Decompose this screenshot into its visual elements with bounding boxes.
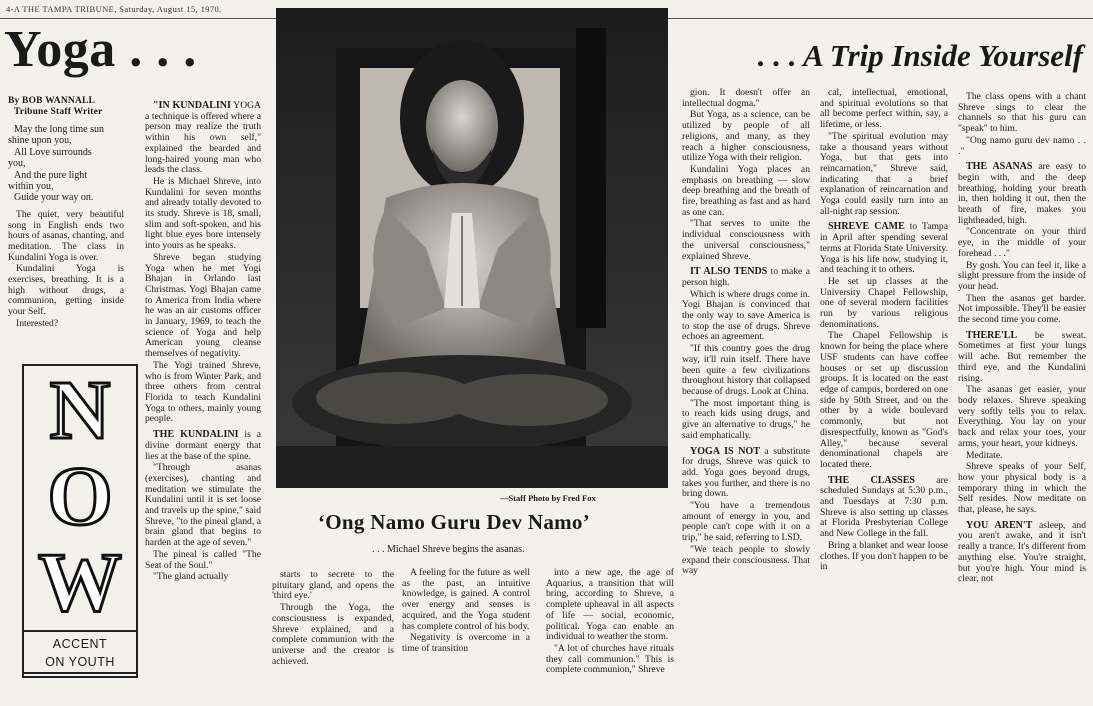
poem-line: All Love surrounds [14, 146, 92, 158]
subhead: THE KUNDALINI [153, 429, 239, 441]
paragraph-text: The asanas get easier, your body relaxes. Shreve speaking very softly tells you to relax. Everything. You lay on your back and relax your toes, your arms, your heart, your kidneys. [958, 384, 1086, 449]
paragraph-text: The pineal is called "The Seat of the Soul." [145, 548, 261, 571]
paragraph-text: to Tampa in April after spending several terms at Florida State University. Yoga is his life now, studying it, and teaching it to others. [820, 221, 948, 276]
paragraph: The quiet, very beautiful song in English ends two hours of asanas, chanting, and meditation. The class in Kundalini Yoga is over. [8, 208, 124, 263]
paragraph-text: He is Michael Shreve, into Kundalini for seven months and already totally devoted to its study. Shreve is 18, small, slim and soft-spoken, and his light blue eyes bore intensely into yours as he speaks. [145, 175, 261, 252]
paragraph [820, 132, 948, 218]
column-1 [8, 96, 124, 331]
accent-line-1: ACCENT [52, 637, 108, 651]
column-6 [682, 88, 810, 704]
paragraph [820, 476, 948, 540]
paragraph [682, 447, 810, 501]
paragraph-text: "You have a tremendous amount of energy in you, and people can't cope with it on a trip," he said, referring to LSD. [682, 500, 810, 544]
poem-line: shine upon you, [8, 135, 72, 147]
paragraph-text: "If this country goes the drug way, it'll ruin itself. There have been quite a few civilizations throughout history that collapsed because of drugs. Look at China. [682, 343, 810, 397]
paragraph-text: But Yoga, as a science, can be utilized by people of all religions, and many, as they reach a higher consciousness, utilize Yoga with their religion. [682, 109, 810, 164]
now-letter: N [49, 364, 111, 457]
paragraph [958, 462, 1086, 516]
paragraph-text: "Through asanas (exercises), chanting and meditation we stimulate the Kundalini until it is set loose and travels up the spine," said Shreve, "to the pineal gland, a brain gland that begins to harden at the age of seven." [145, 462, 261, 549]
paragraph: Interested? [16, 317, 59, 329]
paragraph [682, 501, 810, 544]
paragraph [958, 227, 1086, 259]
paragraph-text: is a divine dormant energy that lies at the base of the spine. [145, 429, 261, 462]
byline-role: Tribune Staff Writer [14, 107, 103, 117]
subhead: THE ASANAS [966, 161, 1033, 173]
paragraph: Through the Yoga, the consciousness is expanded, Shreve explained, and a complete communion with the universe and the creator is achieved. [272, 602, 394, 667]
paragraph-text: are scheduled Sundays at 5:30 p.m., and Tuesdays at 7:30 p.m. Shreve is also setting up classes at Florida Presbyterian College and New College in the fall. [820, 474, 948, 540]
paragraph [682, 110, 810, 164]
subhead: YOU AREN'T [966, 519, 1033, 531]
paragraph [958, 521, 1086, 585]
paragraph: A feeling for the future as well as the past, an intuitive knowledge, is gained. A control over energy and senses is acquired, and the Yoga student has complete control of his body. [402, 567, 530, 632]
column-5 [546, 568, 674, 702]
paragraph [820, 88, 948, 131]
paragraph-text: Kundalini Yoga places an emphasis on breathing — slow deep breathing and the breath of fire, breathing as fast and as hard as one can. [682, 163, 810, 218]
byline-name: By BOB WANNALL [8, 96, 96, 106]
paragraph [682, 545, 810, 577]
paragraph [145, 430, 261, 462]
paragraph: Negativity is overcome in a time of transition [402, 632, 530, 654]
meditating-man-photo [276, 8, 668, 488]
paragraph-text: are easy to begin with, and the deep breathing, holding your breath in, then holding it out, then the breath of fire, makes you lightheaded, high. [958, 161, 1086, 226]
accent-line-2: ON YOUTH [45, 655, 115, 669]
paragraph [820, 541, 948, 573]
page-folio: 4-A THE TAMPA TRIBUNE, Saturday, August 15, 1970. [6, 4, 222, 14]
paragraph-text: asleep, and you aren't awake, and it isn't really a trance. It's different from anything else. You're straight, but you're high. Your mind is clear, not [958, 519, 1086, 585]
poem-line: within you, [8, 181, 54, 193]
subhead: YOGA IS NOT [690, 445, 760, 457]
paragraph [682, 267, 810, 288]
paragraph [145, 463, 261, 549]
paragraph-text: "Concentrate on your third eye, in the middle of your forehead . . ." [958, 226, 1086, 259]
caption-title: ‘Ong Namo Guru Dev Namo’ [318, 510, 591, 534]
paragraph-text: "Ong namo guru dev namo . . ." [958, 134, 1086, 157]
paragraph-text: The Chapel Fellowship is known for being the place where USF students can have coffee houses or set up discussion groups. It is located on the east edge of campus, bordered on one side by 50th Street, and on the other by a wide boulevard commonly, but not disrespectfully, known as "God's Alley," because several denominational chapels are located there. [820, 330, 948, 470]
paragraph-text: to make a person high. [682, 266, 810, 288]
paragraph-text: YOGA a technique is offered where a person may realize the truth within his own self," explained the bearded and long-haired young man who leads the class. [145, 100, 261, 176]
paragraph-text: "We teach people to slowly expand their consciousness. That way [682, 543, 810, 577]
paragraph [145, 253, 261, 360]
subhead: THERE'LL [966, 329, 1018, 341]
column-4 [402, 568, 530, 656]
paragraph-text: Then the asanas get harder. Not impossible. They'll be easier the second time you come. [958, 292, 1086, 326]
paragraph-text: By gosh. You can feel it, like a slight pressure from the inside of your head. [958, 259, 1086, 292]
paragraph-text: gion. It doesn't offer an intellectual dogma." [682, 88, 810, 109]
paragraph [958, 331, 1086, 385]
poem-line: And the pure light [14, 169, 88, 181]
accent-on-youth-box [22, 630, 138, 674]
column-3 [272, 570, 394, 668]
paragraph-text: cal, intellectual, emotional, and spiritual evolutions so that all become perfect within, say, a lifetime, or less. [820, 88, 948, 131]
paragraph [145, 572, 261, 583]
paragraph [682, 165, 810, 219]
paragraph [958, 92, 1086, 135]
paragraph: into a new age, the age of Aquarius, a transition that will bring, according to Shreve, a complete upheaval in all aspects of life — social, economic, political. Yoga can enable an individual to weather the storm. [546, 568, 674, 643]
paragraph-text: Bring a blanket and wear loose clothes. If you don't happen to be in [820, 539, 948, 573]
poem-line: May the long time sun [14, 124, 104, 135]
paragraph [145, 177, 261, 252]
paragraph [682, 88, 810, 109]
paragraph: "A lot of churches have rituals they call communion." This is complete communion," Shreve [546, 642, 674, 676]
paragraph [145, 550, 261, 571]
subhead: IT ALSO TENDS [690, 266, 768, 278]
paragraph-text: be sweat. Sometimes at first your lungs will ache. But remember the third eye, and the Kundalini rising. [958, 329, 1086, 384]
paragraph-text: He set up classes at the University Chapel Fellowship, one of several modern facilities run by various religious denominations. [820, 275, 948, 330]
paragraph [820, 277, 948, 331]
paragraph-text: "The spiritual evolution may take a thousand years without Yoga, but that gets into reincarnation," Shreve said, indicating that a brief explanation of reincarnation and Yoga could easily turn into an all-night rap session. [820, 130, 948, 217]
paragraph-text: Which is where drugs come in. Yogi Bhajan is convinced that the only way to save America is to stop the use of drugs. Shreve echoes an agreement. [682, 288, 810, 343]
poem [8, 124, 124, 204]
paragraph [958, 294, 1086, 326]
paragraph: starts to secrete to the pituitary gland, and opens the 'third eye.' [272, 569, 394, 602]
paragraph [958, 385, 1086, 449]
now-letter: O [47, 450, 113, 543]
subhead: "IN KUNDALINI [153, 100, 231, 111]
paragraph-text: "That serves to unite the individual consciousness with the universal consciousness," explained Shreve. [682, 218, 810, 262]
photo-credit: —Staff Photo by Fred Fox [500, 493, 596, 503]
paragraph [682, 219, 810, 262]
poem-line: you, [8, 158, 26, 170]
paragraph [682, 290, 810, 344]
byline [8, 96, 124, 118]
subhead: THE CLASSES [828, 474, 915, 486]
paragraph-text: a substitute for drugs, Shreve was quick to add. Yoga goes beyond drugs, takes you further, and there is no bring down. [682, 445, 810, 500]
paragraph: Kundalini Yoga is exercises, breathing. It is a high without drugs, a communion, getting inside your Self. [8, 263, 124, 318]
paragraph [958, 136, 1086, 157]
now-letter: W [38, 536, 122, 629]
paragraph [820, 222, 948, 276]
paragraph [145, 101, 261, 176]
paragraph-text: "The gland actually [153, 571, 229, 583]
caption-subtitle: . . . Michael Shreve begins the asanas. [372, 544, 525, 555]
headline-right: . . . A Trip Inside Yourself [757, 38, 1083, 73]
subhead: SHREVE CAME [828, 221, 905, 233]
paragraph [958, 261, 1086, 293]
poem-line: Guide your way on. [14, 192, 94, 204]
paragraph-text: Shreve began studying Yoga when he met Yogi Bhajan in Orlando last Christmas. Yogi Bhajan came to America from India where he was an air customs officer in January, 1969, to teach the science of Yoga and help American young cleanse themselves of negativity. [145, 251, 261, 360]
paragraph-text: "The most important thing is to reach kids using drugs, and give an alternative to drugs," he said emphatically. [682, 397, 810, 441]
paragraph [958, 451, 1086, 462]
column-2 [145, 96, 261, 584]
now-letters [24, 364, 136, 629]
photo [276, 8, 668, 488]
paragraph-text: The class opens with a chant Shreve sings to clear the channels so that his guru can "speak" to him. [958, 92, 1086, 135]
paragraph [958, 162, 1086, 226]
paragraph [145, 361, 261, 425]
column-7 [820, 88, 948, 704]
column-1-text [8, 210, 124, 330]
paragraph-text: Shreve speaks of your Self, how your physical body is a temporary thing in which the Self resides. Now meditate on that, please, he says. [958, 461, 1086, 516]
paragraph [682, 399, 810, 442]
paragraph-text: The Yogi trained Shreve, who is from Winter Park, and three others from central Florida to teach Kundalini Yoga to others, mainly young people. [145, 359, 261, 425]
headline-left: Yoga . . . [4, 21, 197, 78]
paragraph-text: Meditate. [966, 449, 1003, 461]
paragraph [682, 344, 810, 398]
paragraph [820, 331, 948, 470]
column-8 [958, 92, 1086, 704]
